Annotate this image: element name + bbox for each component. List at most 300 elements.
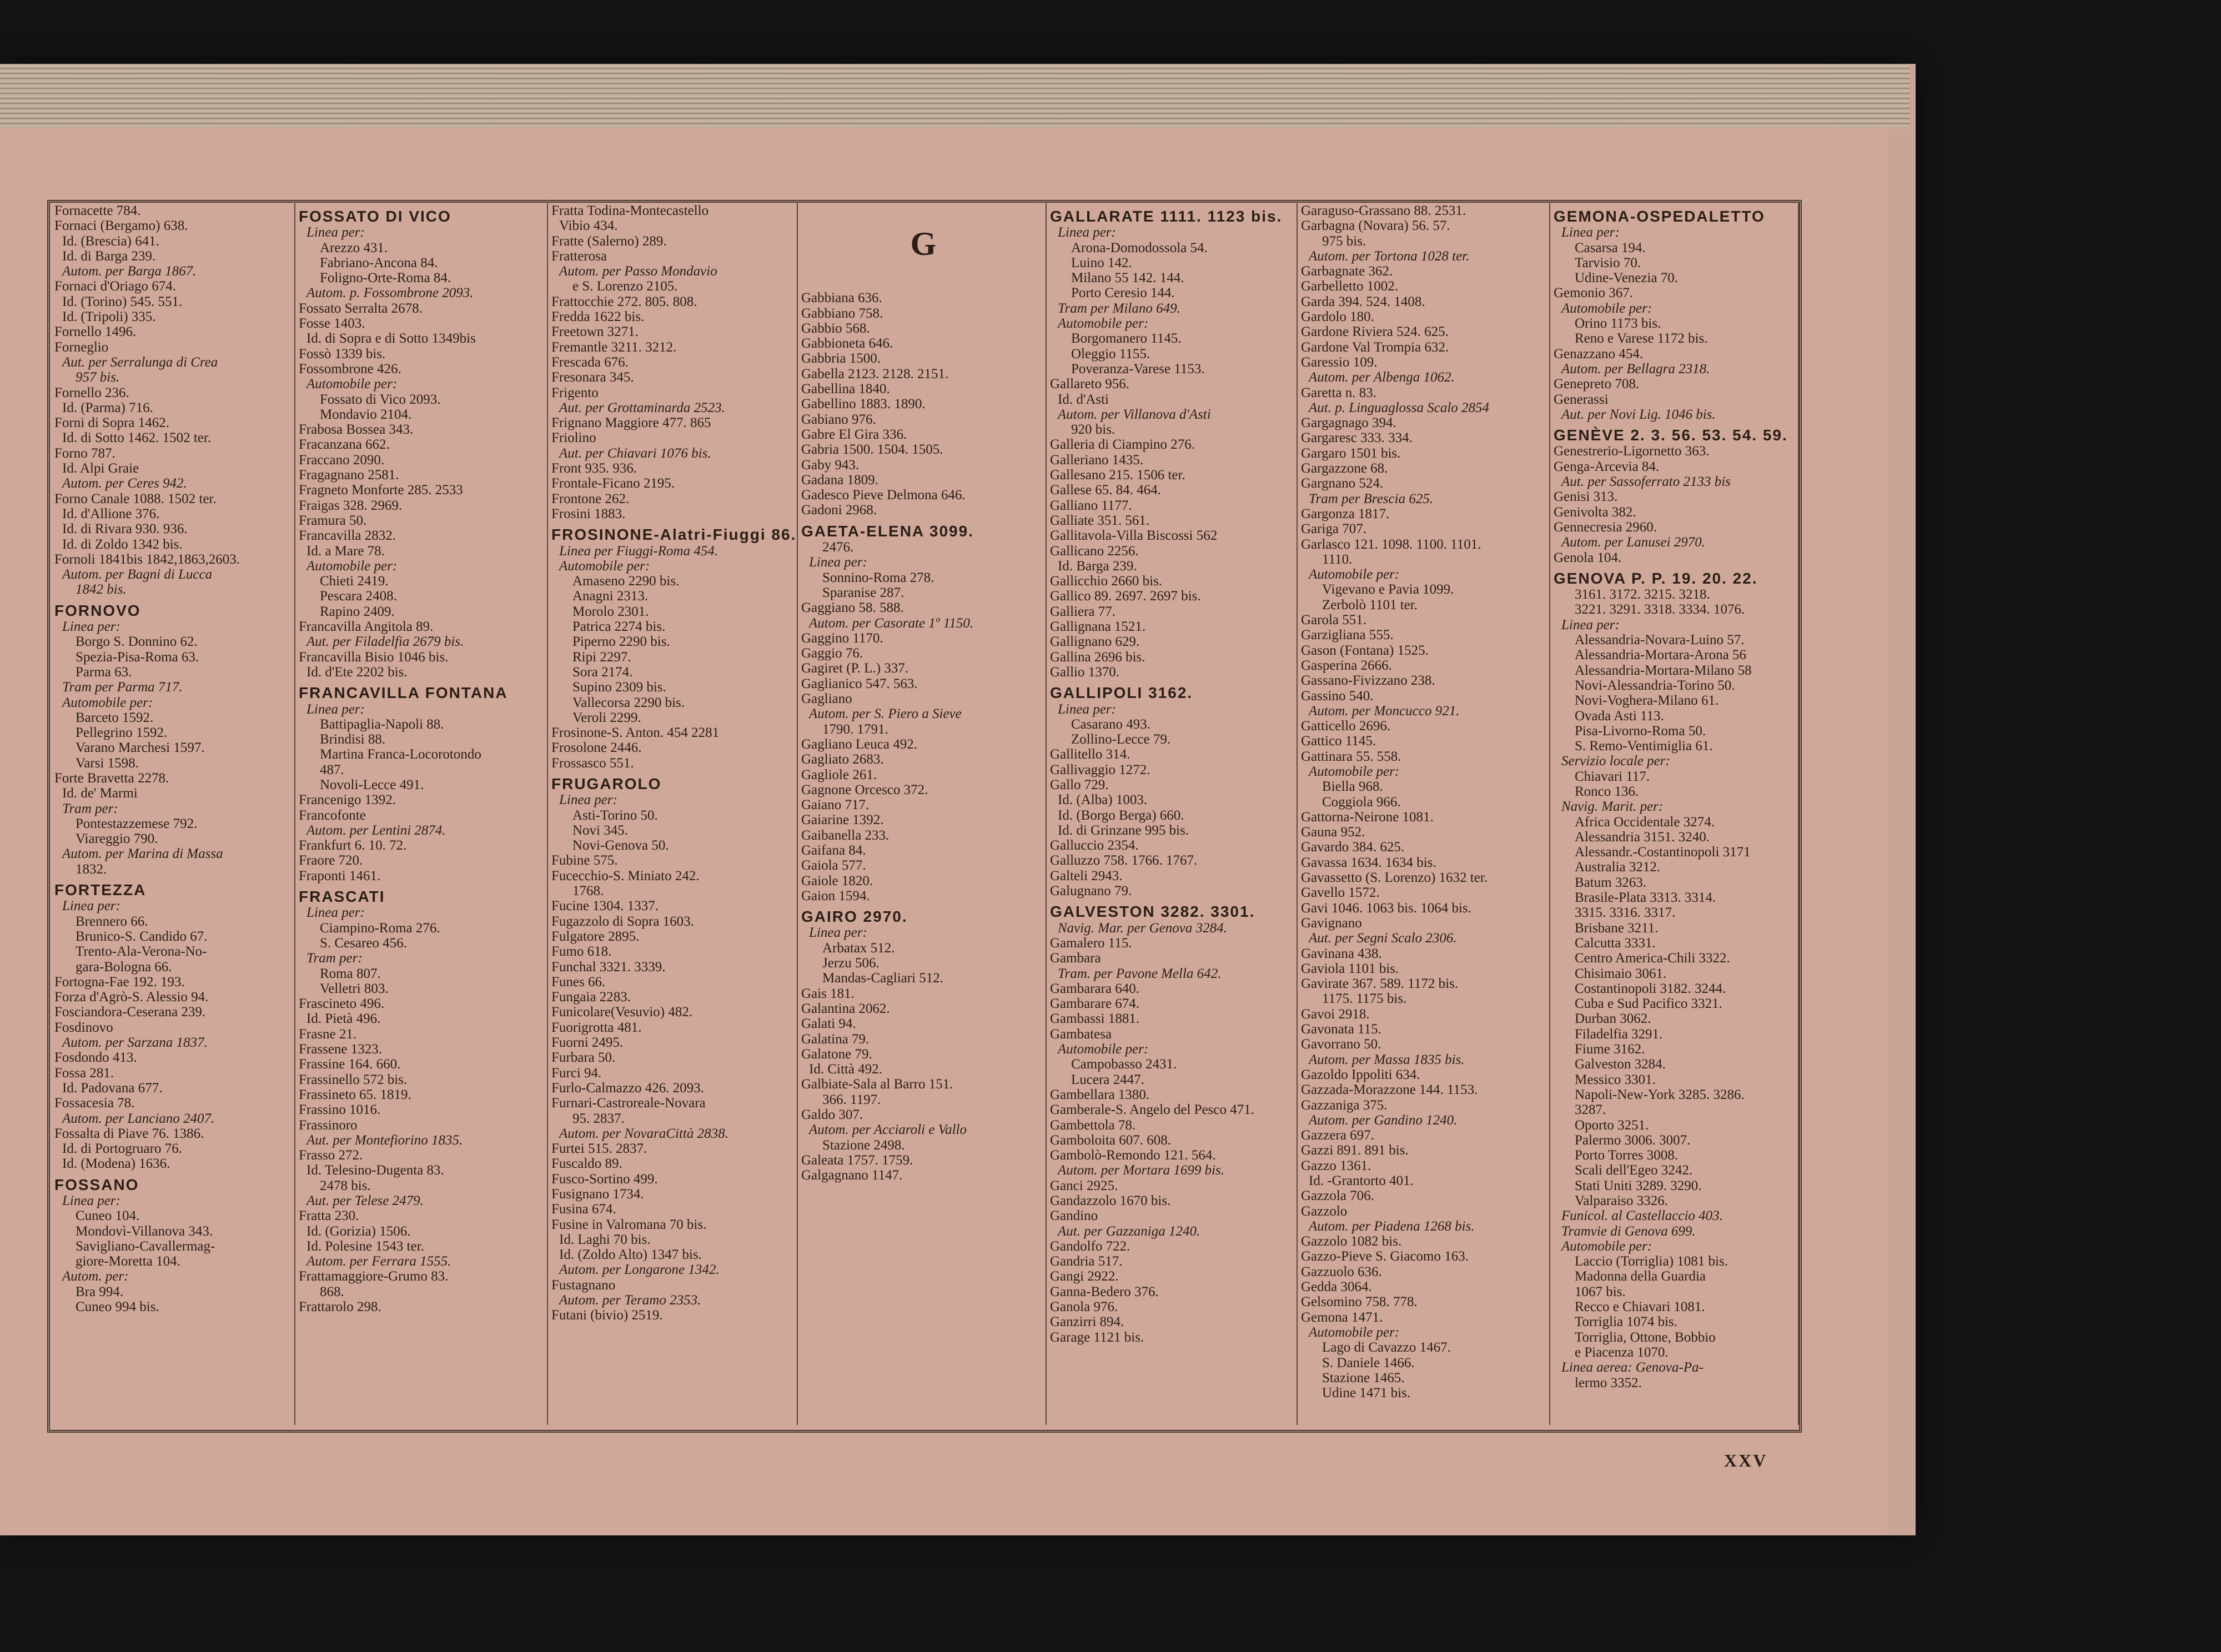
index-entry: Piperno 2290 bis. [572,634,670,650]
index-entry: Gandino [1050,1208,1098,1224]
index-entry: Galdo 307. [801,1107,863,1123]
index-entry: Linea per: [62,1193,120,1208]
index-entry: Id. d'Asti [1058,391,1109,407]
index-entry: Messico 3301. [1575,1072,1656,1087]
index-entry: Tram per: [62,801,118,816]
index-entry: Mondovì-Villanova 343. [76,1223,213,1239]
index-entry: Fredda 1622 bis. [551,309,645,325]
index-entry: Autom. per Acciaroli e Vallo [809,1122,967,1138]
index-entry: Novi 345. [572,822,628,838]
index-entry: Id. a Mare 78. [306,543,385,559]
index-entry: Gagliole 261. [801,767,877,782]
section-heading: GENOVA P. P. 19. 20. 22. [1554,569,1758,587]
index-entry: Frosini 1883. [551,506,626,521]
index-entry: Alessandria 3151. 3240. [1575,829,1710,845]
index-entry: Id. Polesine 1543 ter. [306,1238,424,1254]
index-entry: Fornello 1496. [54,324,137,340]
index-entry: Ciampino-Roma 276. [320,920,440,936]
index-entry: Id. de' Marmi [62,786,138,801]
index-entry: Id. (Zoldo Alto) 1347 bis. [559,1247,702,1263]
index-entry: Autom. per Marina di Massa [62,846,223,862]
index-entry: Fossa 281. [54,1065,114,1081]
index-entry: Brennero 66. [76,913,148,929]
index-entry: Id. (Brescia) 641. [62,233,159,249]
index-entry: Francavilla 2832. [299,528,396,544]
index-entry: Fornoli 1841bis 1842,1863,2603. [54,551,240,567]
index-entry: Fulgatore 2895. [551,928,640,944]
index-entry: Funicol. al Castellaccio 403. [1561,1208,1723,1224]
index-entry: Cuba e Sud Pacifico 3321. [1575,996,1722,1012]
index-entry: Friolino [551,430,596,446]
index-entry: Amaseno 2290 bis. [572,574,680,589]
index-entry: Autom. per Teramo 2353. [559,1293,701,1308]
index-entry: Gallina 2696 bis. [1050,649,1145,665]
section-heading: FRANCAVILLA FONTANA [299,684,508,702]
index-entry: Vigevano e Pavia 1099. [1322,582,1454,597]
index-entry: Gallicchio 2660 bis. [1050,574,1163,589]
index-entry: Brunico-S. Candido 67. [76,928,208,944]
index-entry: Gason (Fontana) 1525. [1301,642,1429,658]
index-entry: Supino 2309 bis. [572,680,666,695]
index-entry: Gavardo 384. 625. [1301,840,1405,855]
index-entry: Fubine 575. [551,853,618,868]
index-entry: Gabria 1500. 1504. 1505. [801,442,943,458]
index-entry: Galliate 351. 561. [1050,513,1150,528]
section-heading: FRUGAROLO [551,775,662,792]
index-entry: Galliano 1177. [1050,498,1132,513]
index-entry: Gatticello 2696. [1301,719,1391,734]
index-entry: Funes 66. [551,974,606,990]
index-entry: Linea per: [1058,701,1116,717]
index-entry: Linea per: [62,619,120,635]
index-entry: Automobile per: [306,376,398,392]
index-entry: Fortogna-Fae 192. 193. [54,974,185,990]
index-entry: Gavonata 115. [1301,1022,1381,1037]
index-entry: Gambatesa [1050,1026,1112,1042]
index-entry: Novi-Alessandria-Torino 50. [1575,677,1735,693]
index-entry: Orino 1173 bis. [1575,316,1661,332]
index-entry: Frosinone-S. Anton. 454 2281 [551,725,720,741]
index-entry: Fosse 1403. [299,316,365,332]
index-entry: Galteli 2943. [1050,868,1123,883]
section-heading: FROSINONE-Alatri-Fiuggi 86. [551,526,797,544]
index-entry: Gallignano 629. [1050,634,1140,650]
index-entry: Zollino-Lecce 79. [1071,732,1171,747]
index-entry: Francavilla Angitola 89. [299,619,434,635]
index-entry: Gallese 65. 84. 464. [1050,483,1161,498]
index-entry: Navig. Mar. per Genova 3284. [1058,920,1227,936]
index-entry: Frabosa Bossea 343. [299,422,414,438]
index-entry: Id. Padovana 677. [62,1080,163,1096]
index-entry: Fuorigrotta 481. [551,1020,642,1035]
index-entry: Autom. per Tortona 1028 ter. [1309,248,1470,264]
index-entry: Savigliano-Cavallermag- [76,1238,215,1254]
index-entry: Martina Franca-Locorotondo [320,747,481,762]
index-entry: Front 935. 936. [551,461,637,476]
column-7 [1550,203,1799,1425]
index-entry: Gallignana 1521. [1050,619,1146,635]
index-entry: Generassi [1554,391,1609,407]
index-entry: Frescada 676. [551,354,629,370]
index-entry: Autom. per Moncucco 921. [1309,703,1460,719]
index-entry: Frasso 272. [299,1148,363,1163]
index-entry: Fosdondo 413. [54,1050,137,1066]
index-entry: Linea aerea: Genova-Pa- [1561,1360,1704,1375]
index-entry: Ronco 136. [1575,784,1639,799]
index-entry: Tram per Brescia 625. [1309,491,1434,506]
index-entry: Anagni 2313. [572,589,649,604]
index-entry: Fuscaldo 89. [551,1156,622,1172]
index-entry: 1768. [572,883,604,899]
section-heading: GEMONA-OSPEDALETTO [1554,208,1765,225]
index-entry: Gaggio 76. [801,646,863,661]
index-entry: Gandolfo 722. [1050,1238,1130,1254]
index-entry: Linea per: [306,225,365,240]
index-entry: Rapino 2409. [320,604,395,619]
index-entry: Filadelfia 3291. [1575,1026,1663,1042]
index-entry: Furbara 50. [551,1050,616,1066]
index-entry: Forni di Sopra 1462. [54,415,169,431]
section-heading: FORTEZZA [54,881,147,899]
index-entry: Linea per: [559,792,617,808]
index-entry: Autom. per Albenga 1062. [1309,370,1455,385]
index-entry: Gadesco Pieve Delmona 646. [801,488,966,503]
index-entry: Garbelletto 1002. [1301,279,1398,294]
index-entry: Galatone 79. [801,1046,872,1062]
index-entry: Galliera 77. [1050,604,1116,619]
index-entry: Aut. per Sassoferrato 2133 bis [1561,474,1731,490]
index-entry: Francenigo 1392. [299,792,396,808]
section-heading: FRASCATI [299,888,385,906]
section-heading: FOSSANO [54,1176,139,1193]
index-entry: Torriglia, Ottone, Bobbio [1575,1329,1716,1345]
index-entry: e S. Lorenzo 2105. [572,279,678,294]
index-entry: Frascineto 496. [299,996,385,1012]
index-entry: Gallivaggio 1272. [1050,762,1150,777]
index-entry: Gambellara 1380. [1050,1087,1150,1102]
index-entry: Gaiarine 1392. [801,812,884,828]
index-entry: Valparaiso 3326. [1575,1193,1669,1208]
index-entry: Frontale-Ficano 2195. [551,476,675,491]
index-entry: Gargonza 1817. [1301,506,1390,521]
index-entry: Gagliano [801,691,852,707]
index-entry: Gabiano 976. [801,411,876,427]
index-entry: 957 bis. [76,370,120,385]
index-entry: Stati Uniti 3289. 3290. [1575,1178,1702,1193]
index-entry: Fuorni 2495. [551,1035,624,1051]
index-entry: Fusina 674. [551,1202,616,1217]
index-entry: Gauna 952. [1301,825,1365,840]
index-entry: giore-Moretta 104. [76,1254,180,1269]
index-entry: Galatina 79. [801,1031,870,1047]
index-entry: Gambassi 1881. [1050,1011,1140,1027]
index-entry: Genestrerio-Ligornetto 363. [1554,444,1710,459]
index-entry: Lucera 2447. [1071,1072,1144,1087]
index-entry: Gazoldo Ippoliti 634. [1301,1067,1420,1082]
index-entry: Fremantle 3211. 3212. [551,339,677,355]
index-entry: Autom. per: [62,1269,129,1284]
index-entry: Calcutta 3331. [1575,935,1656,951]
index-entry: S. Daniele 1466. [1322,1355,1415,1370]
index-entry: Aut. per Serralunga di Crea [62,354,218,370]
index-entry: Brasile-Plata 3313. 3314. [1575,890,1716,906]
index-entry: Novi-Genova 50. [572,838,669,853]
index-entry: Fucecchio-S. Miniato 242. [551,868,700,883]
index-entry: Aut. per Gazzaniga 1240. [1058,1223,1200,1239]
index-entry: 1110. [1322,551,1353,567]
index-entry: Autom. per NovaraCittà 2838. [559,1126,728,1141]
index-entry: Gambettola 78. [1050,1117,1136,1133]
index-entry: Futani (bivio) 2519. [551,1308,663,1323]
index-entry: Garbagna (Novara) 56. 57. [1301,218,1450,234]
index-entry: Fossacesia 78. [54,1096,135,1111]
index-entry: Gargagnago 394. [1301,415,1396,431]
index-entry: Fossato Serralta 2678. [299,300,423,316]
index-entry: Gaglianico 547. 563. [801,676,918,691]
section-heading: GALLARATE 1111. 1123 bis. [1050,208,1283,225]
index-entry: Id. (Borgo Berga) 660. [1058,807,1184,823]
index-entry: Autom. per Ceres 942. [62,476,187,491]
index-entry: Gavassetto (S. Lorenzo) 1632 ter. [1301,870,1488,886]
index-entry: Automobile per: [306,558,398,574]
index-entry: Gallitavola-Villa Biscossi 562 [1050,528,1218,544]
index-entry: Gangi 2922. [1050,1269,1119,1284]
index-entry: Id. (Parma) 716. [62,400,153,415]
index-entry: Galugnano 79. [1050,883,1132,899]
index-entry: Recco e Chiavari 1081. [1575,1299,1705,1315]
index-entry: Frassinoro [299,1117,358,1133]
index-entry: Gamboloita 607. 608. [1050,1132,1172,1148]
index-entry: Id. Pietà 496. [306,1011,381,1027]
index-entry: Gemona 1471. [1301,1309,1383,1325]
index-entry: Id. d'Ete 2202 bis. [306,664,408,680]
index-entry: Tram per Parma 717. [62,680,183,695]
index-entry: Milano 55 142. 144. [1071,270,1184,286]
section-heading: GENÈVE 2. 3. 56. 53. 54. 59. [1554,426,1788,444]
index-entry: Gazzo-Pieve S. Giacomo 163. [1301,1249,1469,1264]
index-entry: Gennecresia 2960. [1554,519,1657,535]
index-entry: Frasne 21. [299,1026,357,1042]
index-entry: Fracanzana 662. [299,437,390,453]
section-heading: FORNOVO [54,601,141,619]
index-entry: Asti-Torino 50. [572,807,658,823]
index-entry: Automobile per: [1058,316,1149,332]
index-entry: Frassinello 572 bis. [299,1072,408,1087]
index-entry: Gardone Val Trompia 632. [1301,339,1449,355]
index-entry: Linea per: [1058,225,1116,240]
index-entry: Gavassa 1634. 1634 bis. [1301,855,1436,870]
index-entry: Fustagnano [551,1277,616,1293]
index-entry: Gambarara 640. [1050,981,1140,996]
index-entry: Frossasco 551. [551,755,634,771]
index-entry: Fumo 618. [551,944,612,960]
index-entry: Ripi 2297. [572,649,631,665]
index-entry: Autom. per Casorate 1º 1150. [809,615,974,631]
index-entry: Linea per: [306,701,365,717]
section-heading: GAIRO 2970. [801,908,908,926]
index-entry: Automobile per: [559,558,650,574]
index-entry: Fraponti 1461. [299,868,381,883]
index-entry: Vallecorsa 2290 bis. [572,695,685,710]
index-entry: Francofonte [299,807,366,823]
index-entry: Roma 807. [320,966,381,981]
index-entry: Arezzo 431. [320,240,388,255]
index-entry: 366. 1197. [822,1092,881,1107]
section-heading: GAETA-ELENA 3099. [801,522,974,540]
index-entry: Funchal 3321. 3339. [551,959,666,975]
index-entry: Fungaia 2283. [551,990,631,1005]
index-entry: Chisimaio 3061. [1575,966,1667,981]
index-entry: Gavello 1572. [1301,885,1380,901]
index-entry: Id. -Grantorto 401. [1309,1173,1414,1188]
index-entry: Id. Telesino-Dugenta 83. [306,1163,444,1178]
index-entry: Automobile per: [1058,1042,1149,1057]
index-entry: Fusignano 1734. [551,1187,644,1202]
index-entry: Galantina 2062. [801,1001,890,1016]
index-entry: Tram per: [306,951,363,966]
index-entry: Autom. per Sarzana 1837. [62,1035,208,1051]
index-entry: Gaibanella 233. [801,827,890,843]
page-edges [0,64,1910,128]
index-entry: Gassino 540. [1301,688,1374,704]
index-entry: Battipaglia-Napoli 88. [320,716,444,732]
index-entry: Gaifana 84. [801,842,866,858]
index-entry: Fornaci (Bergamo) 638. [54,218,188,234]
index-entry: Laccio (Torriglia) 1081 bis. [1575,1254,1728,1269]
index-entry: Autom. per Bellagra 2318. [1561,361,1710,376]
index-entry: Sora 2174. [572,664,633,680]
index-entry: Autom. per Lanusei 2970. [1561,535,1706,550]
index-entry: Gazzada-Morazzone 144. 1153. [1301,1082,1478,1098]
index-entry: Gallico 89. 2697. 2697 bis. [1050,589,1201,604]
index-entry: Aut. per Montefiorino 1835. [306,1132,463,1148]
index-entry: Oporto 3251. [1575,1117,1649,1133]
index-entry: Gazzaniga 375. [1301,1097,1388,1113]
index-entry: Fossò 1339 bis. [299,346,386,361]
index-entry: Navig. Marit. per: [1561,799,1664,815]
index-entry: Fratte (Salerno) 289. [551,233,667,249]
index-entry: Fossombrone 426. [299,361,401,376]
index-entry: Ovada Asti 113. [1575,708,1664,724]
index-entry: Frassino 1016. [299,1102,381,1118]
index-entry: Costantinopoli 3182. 3244. [1575,981,1726,996]
index-entry: Autom. per Bagni di Lucca [62,567,213,583]
index-entry: Gallo 729. [1050,777,1109,792]
index-entry: gara-Bologna 66. [76,959,172,975]
index-entry: Barceto 1592. [76,710,154,725]
index-entry: Cuneo 104. [76,1208,140,1224]
index-entry: Gaiano 717. [801,797,870,813]
section-heading: FOSSATO DI VICO [299,208,451,225]
index-entry: Gavi 1046. 1063 bis. 1064 bis. [1301,900,1471,916]
index-entry: Porto Ceresio 144. [1071,285,1175,301]
index-entry: Aut. per Grottaminarda 2523. [559,400,725,415]
index-entry: Gambolò-Remondo 121. 564. [1050,1148,1216,1163]
index-entry: Zerbolò 1101 ter. [1322,597,1418,612]
index-entry: Frosolone 2446. [551,740,642,756]
index-entry: Forte Bravetta 2278. [54,770,169,786]
column-4 [798,203,1047,1425]
index-entry: Borgo S. Donnino 62. [76,634,198,650]
index-entry: Gazzera 697. [1301,1128,1374,1143]
index-entry: Frassene 1323. [299,1042,382,1057]
index-entry: Gabbio 568. [801,320,870,336]
index-entry: Frattocchie 272. 805. 808. [551,294,697,309]
index-entry: Gariga 707. [1301,521,1367,537]
index-entry: Viareggio 790. [76,831,158,847]
index-entry: Gaion 1594. [801,888,870,903]
index-entry: Gallicano 2256. [1050,543,1139,559]
index-entry: Tram per Milano 649. [1058,300,1180,316]
index-entry: Garaguso-Grassano 88. 2531. [1301,203,1466,218]
index-entry: Aut. per Segni Scalo 2306. [1309,931,1457,946]
index-entry: Fabriano-Ancona 84. [320,255,438,270]
index-entry: Gavoi 2918. [1301,1006,1370,1022]
index-entry: Forza d'Agrò-S. Alessio 94. [54,990,209,1005]
index-entry: Ganna-Bedero 376. [1050,1284,1159,1299]
index-entry: Galluzzo 758. 1766. 1767. [1050,853,1198,868]
index-entry: Casarano 493. [1071,716,1151,732]
index-entry: Automobile per: [1561,1238,1652,1254]
index-entry: Gassano-Fivizzano 238. [1301,673,1435,689]
index-entry: Genga-Arcevia 84. [1554,459,1660,474]
index-entry: Gadana 1809. [801,472,878,488]
index-entry: Aut. per Filadelfia 2679 bis. [306,634,464,650]
index-entry: Frankfurt 6. 10. 72. [299,838,407,853]
index-entry: Aut. per Chiavari 1076 bis. [559,445,711,461]
index-entry: Fossalta di Piave 76. 1386. [54,1126,204,1141]
index-entry: Pontestazzemese 792. [76,816,198,831]
index-entry: Batum 3263. [1575,875,1647,890]
index-entry: 1842 bis. [76,582,127,597]
index-entry: Gaviola 1101 bis. [1301,961,1399,976]
index-entry: Aut. per Telese 2479. [306,1193,424,1208]
index-entry: Garbagnate 362. [1301,264,1393,279]
index-entry: Napoli-New-York 3285. 3286. [1575,1087,1745,1102]
index-entry: 868. [320,1284,344,1299]
index-entry: Furci 94. [551,1065,602,1081]
index-entry: Gattinara 55. 558. [1301,749,1401,764]
index-entry: Garola 551. [1301,612,1367,628]
index-entry: Alessandria-Novara-Luino 57. [1575,632,1745,648]
index-entry: Tram. per Pavone Mella 642. [1058,966,1222,981]
index-entry: Gandazzolo 1670 bis. [1050,1193,1171,1208]
index-entry: Fucine 1304. 1337. [551,898,659,914]
index-entry: Fusine in Valromana 70 bis. [551,1217,707,1232]
index-entry: Forno Canale 1088. 1502 ter. [54,491,217,506]
index-entry: Poveranza-Varese 1153. [1071,361,1205,376]
index-entry: Gabbiano 758. [801,305,883,321]
index-entry: Fossato di Vico 2093. [320,391,441,407]
index-entry: Veroli 2299. [572,710,641,725]
index-entry: Linea per: [306,905,365,921]
index-entry: Varsi 1598. [76,755,139,771]
index-entry: Autom. per Lanciano 2407. [62,1111,215,1126]
index-entry: Forneglio [54,339,109,355]
index-entry: Garlasco 121. 1098. 1100. 1101. [1301,536,1481,552]
index-entry: Pellegrino 1592. [76,725,168,741]
index-entry: Id. di Sotto 1462. 1502 ter. [62,430,212,446]
index-entry: Genivolta 382. [1554,504,1636,520]
index-entry: Id. (Torino) 545. 551. [62,294,183,309]
index-entry: Gaiola 577. [801,858,866,873]
index-entry: Frignano Maggiore 477. 865 [551,415,711,431]
index-entry: Automobile per: [1309,1324,1400,1340]
index-entry: e Piacenza 1070. [1575,1344,1669,1360]
index-entry: S. Cesareo 456. [320,935,407,951]
index-entry: 95. 2837. [572,1111,625,1126]
index-entry: Garzigliana 555. [1301,627,1394,643]
